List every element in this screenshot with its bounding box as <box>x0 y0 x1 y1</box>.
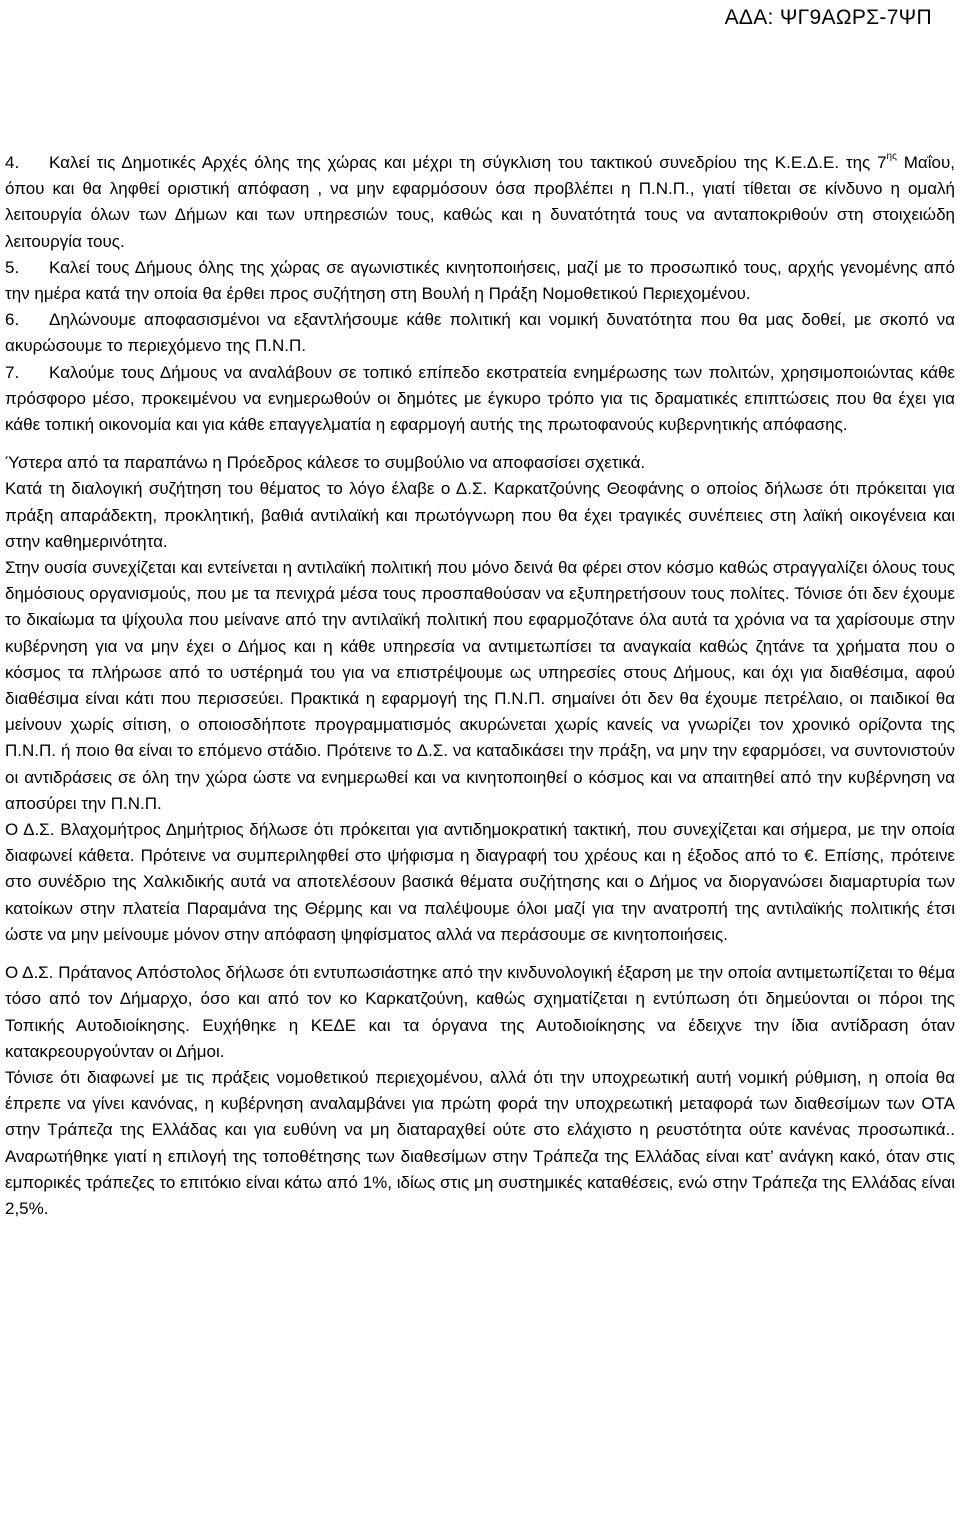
paragraph: Ύστερα από τα παραπάνω η Πρόεδρος κάλεσε το συμβούλιο να αποφασίσει σχετικά. <box>5 453 646 473</box>
item-text: Καλούμε τους Δήμους να αναλάβουν σε τοπικό επίπεδο εκστρατεία ενημέρωσης των πολιτών, χρησιμοποιώντας κάθε πρόσφορο μέσο, προκειμένου να ενημερωθούν οι δημότες με έγκυρο τρόπο για τις δραματικές επιπτώσεις που θα έχει για κάθε τοπική οικονομία και για κάθε επαγγελματία η εφαρμογή αυτής της πρωτοφανούς κυβερνητικής απόφασης. <box>5 362 955 435</box>
paragraph: Ο Δ.Σ. Πράτανος Απόστολος δήλωσε ότι εντυπωσιάστηκε από την κινδυνολογική έξαρση με την οποία αντιμετωπίζεται το θέμα τόσο από τον Δήμαρχο, όσο και από τον κο Καρκατζούνη, καθώς σχηματίζεται η εντύπωση ότι δημεύονται οι πόροι της Τοπικής Αυτοδιοίκησης. Ευχήθηκε η ΚΕΔΕ και τα όργανα της Αυτοδιοίκησης να έδειχνε την ίδια αντίδραση όταν κατακρεουργούνταν οι Δήμοι. <box>5 963 955 1061</box>
list-item <box>5 360 955 439</box>
paragraph: Τόνισε ότι διαφωνεί με τις πράξεις νομοθετικού περιεχομένου, αλλά ότι την υποχρεωτική αυτή νομική ρύθμιση, η οποία θα έπρεπε να γίνει κανόνας, η κυβέρνηση αναλαμβάνει για πρώτη φορά την υποχρεωτική μεταφορά των διαθεσίμων των ΟΤΑ στην Τράπεζα της Ελλάδας και για ευθύνη να μη διαταραχθεί ούτε στο ελάχιστο η ρευστότητα ούτε κανένας προσωπικά.. Αναρωτήθηκε γιατί η επιλογή της τοποθέτησης των διαθεσίμων στην Τράπεζα της Ελλάδας είναι κατ’ ανάγκη κακό, όταν στις εμπορικές τράπεζες το επιτόκιο είναι κάτω από 1%, ιδίως στις μη συστημικές καταθέσεις, ενώ στην Τράπεζα της Ελλάδας είναι 2,5%. <box>5 1067 955 1218</box>
item-number: 6. <box>5 310 20 330</box>
list-item <box>5 255 955 307</box>
list-item <box>5 307 955 359</box>
item-text: Καλεί τις Δημοτικές Αρχές όλης της χώρας και μέχρι τη σύγκλιση του τακτικού συνεδρίου της Κ.Ε.Δ.Ε. της 7 <box>49 153 887 172</box>
item-text: Καλεί τους Δήμους όλης της χώρας σε αγωνιστικές κινητοποιήσεις, μαζί με το προσωπικό τους, αρχής γενομένης από την ημέρα κατά την οποία θα έρθει προς συζήτηση στη Βουλή η Πράξη Νομοθετικού Περιεχομένου. <box>5 257 955 304</box>
list-item <box>5 150 955 255</box>
item-number: 5. <box>5 257 20 277</box>
paragraph: Ο Δ.Σ. Βλαχομήτρος Δημήτριος δήλωσε ότι πρόκειται για αντιδημοκρατική τακτική, που συνεχίζεται και σήμερα, με την οποία διαφωνεί κάθετα. Πρότεινε να συμπεριληφθεί στο ψήφισμα η διαγραφή του χρέους και η έξοδος από το €. Επίσης, πρότεινε στο συνέδριο της Χαλκιδικής αυτά να αποτελέσουν βασικά θέματα συζήτησης και ο Δήμος να διοργανώσει διαμαρτυρία των κατοίκων στην πλατεία Παραμάνα της Θέρμης και να παλέψουμε όλοι μαζί για την ανατροπή της αντιλαϊκής πολιτικής έτσι ώστε να μην μείνουμε μόνον στην απόφαση ψηφίσματος αλλά να περάσουμε σε κινητοποιήσεις. <box>5 820 955 944</box>
paragraph: Κατά τη διαλογική συζήτηση του θέματος το λόγο έλαβε ο Δ.Σ. Καρκατζούνης Θεοφάνης ο οποίος δήλωσε ότι πρόκειται για πράξη απαράδεκτη, προκλητική, βαθιά αντιλαϊκή και πρωτόγνωρη που θα έχει τραγικές συνέπειες στη λαϊκή οικογένεια και στην καθημερινότητα. <box>5 479 955 551</box>
item-text: Μαΐου, όπου και θα ληφθεί οριστική απόφαση , να μην εφαρμόσουν όσα προβλέπει η Π.Ν.Π., γιατί τίθεται σε κίνδυνο η ομαλή λειτουργία όλων των Δήμων και των υπηρεσιών τους, καθώς και η δυνατότητά τους να ανταποκριθούν στη στοιχειώδη λειτουργία τους. <box>5 153 955 251</box>
document-body <box>5 150 955 1222</box>
paragraph: Στην ουσία συνεχίζεται και εντείνεται η αντιλαϊκή πολιτική που μόνο δεινά θα φέρει στον κόσμο καθώς στραγγαλίζει όλους τους δημόσιους οργανισμούς, που με τα πενιχρά μέσα τους προσπαθούσαν να εξυπηρετήσουν τους πολίτες. Τόνισε ότι δεν έχουμε το δικαίωμα τα ψίχουλα που μείνανε από την αντιλαϊκή πολιτική που εφαρμοζότανε όλα αυτά τα χρόνια να τα χαρίσουμε στην κυβέρνηση για να μην έχει ο Δήμος και η κάθε υπηρεσία να αντιμετωπίσει τα αναγκαία καθώς ζητάνε τα χρήματα που ο κόσμος τα πλήρωσε από το υστέρημά του για να επιστρέψουμε ως υπηρεσίες στους Δήμους, και όχι για διαθέσιμα, αφού διαθέσιμα είναι κάτι που περισσεύει. Πρακτικά η εφαρμογή της Π.Ν.Π. σημαίνει ότι δεν θα έχουμε πετρέλαιο, οι παιδικοί θα μείνουν χωρίς σίτιση, ο οποιοσδήποτε προγραμματισμός ακυρώνεται χωρίς κανείς να γνωρίζει τον χρονικό ορίζοντα της Π.Ν.Π. ή ποιο θα είναι το επόμενο στάδιο. Πρότεινε το Δ.Σ. να καταδικάσει την πράξη, να μην την εφαρμόσει, να συντονιστούν οι αντιδράσεις σε όλη την χώρα ώστε να ενημερωθεί και να κινητοποιηθεί ο κόσμος και να απαιτηθεί από την κυβέρνηση να αποσύρει την Π.Ν.Π. <box>5 558 955 813</box>
item-number: 4. <box>5 153 20 172</box>
item-number: 7. <box>5 362 20 382</box>
item-text: Δηλώνουμε αποφασισμένοι να εξαντλήσουμε κάθε πολιτική και νομική δυνατότητα που θα μας δοθεί, με σκοπό να ακυρώσουμε το περιεχόμενο της Π.Ν.Π. <box>5 310 955 356</box>
superscript: ης <box>886 151 897 162</box>
ada-header: ΑΔΑ: ΨΓ9ΑΩΡΣ-7ΨΠ <box>724 6 932 29</box>
